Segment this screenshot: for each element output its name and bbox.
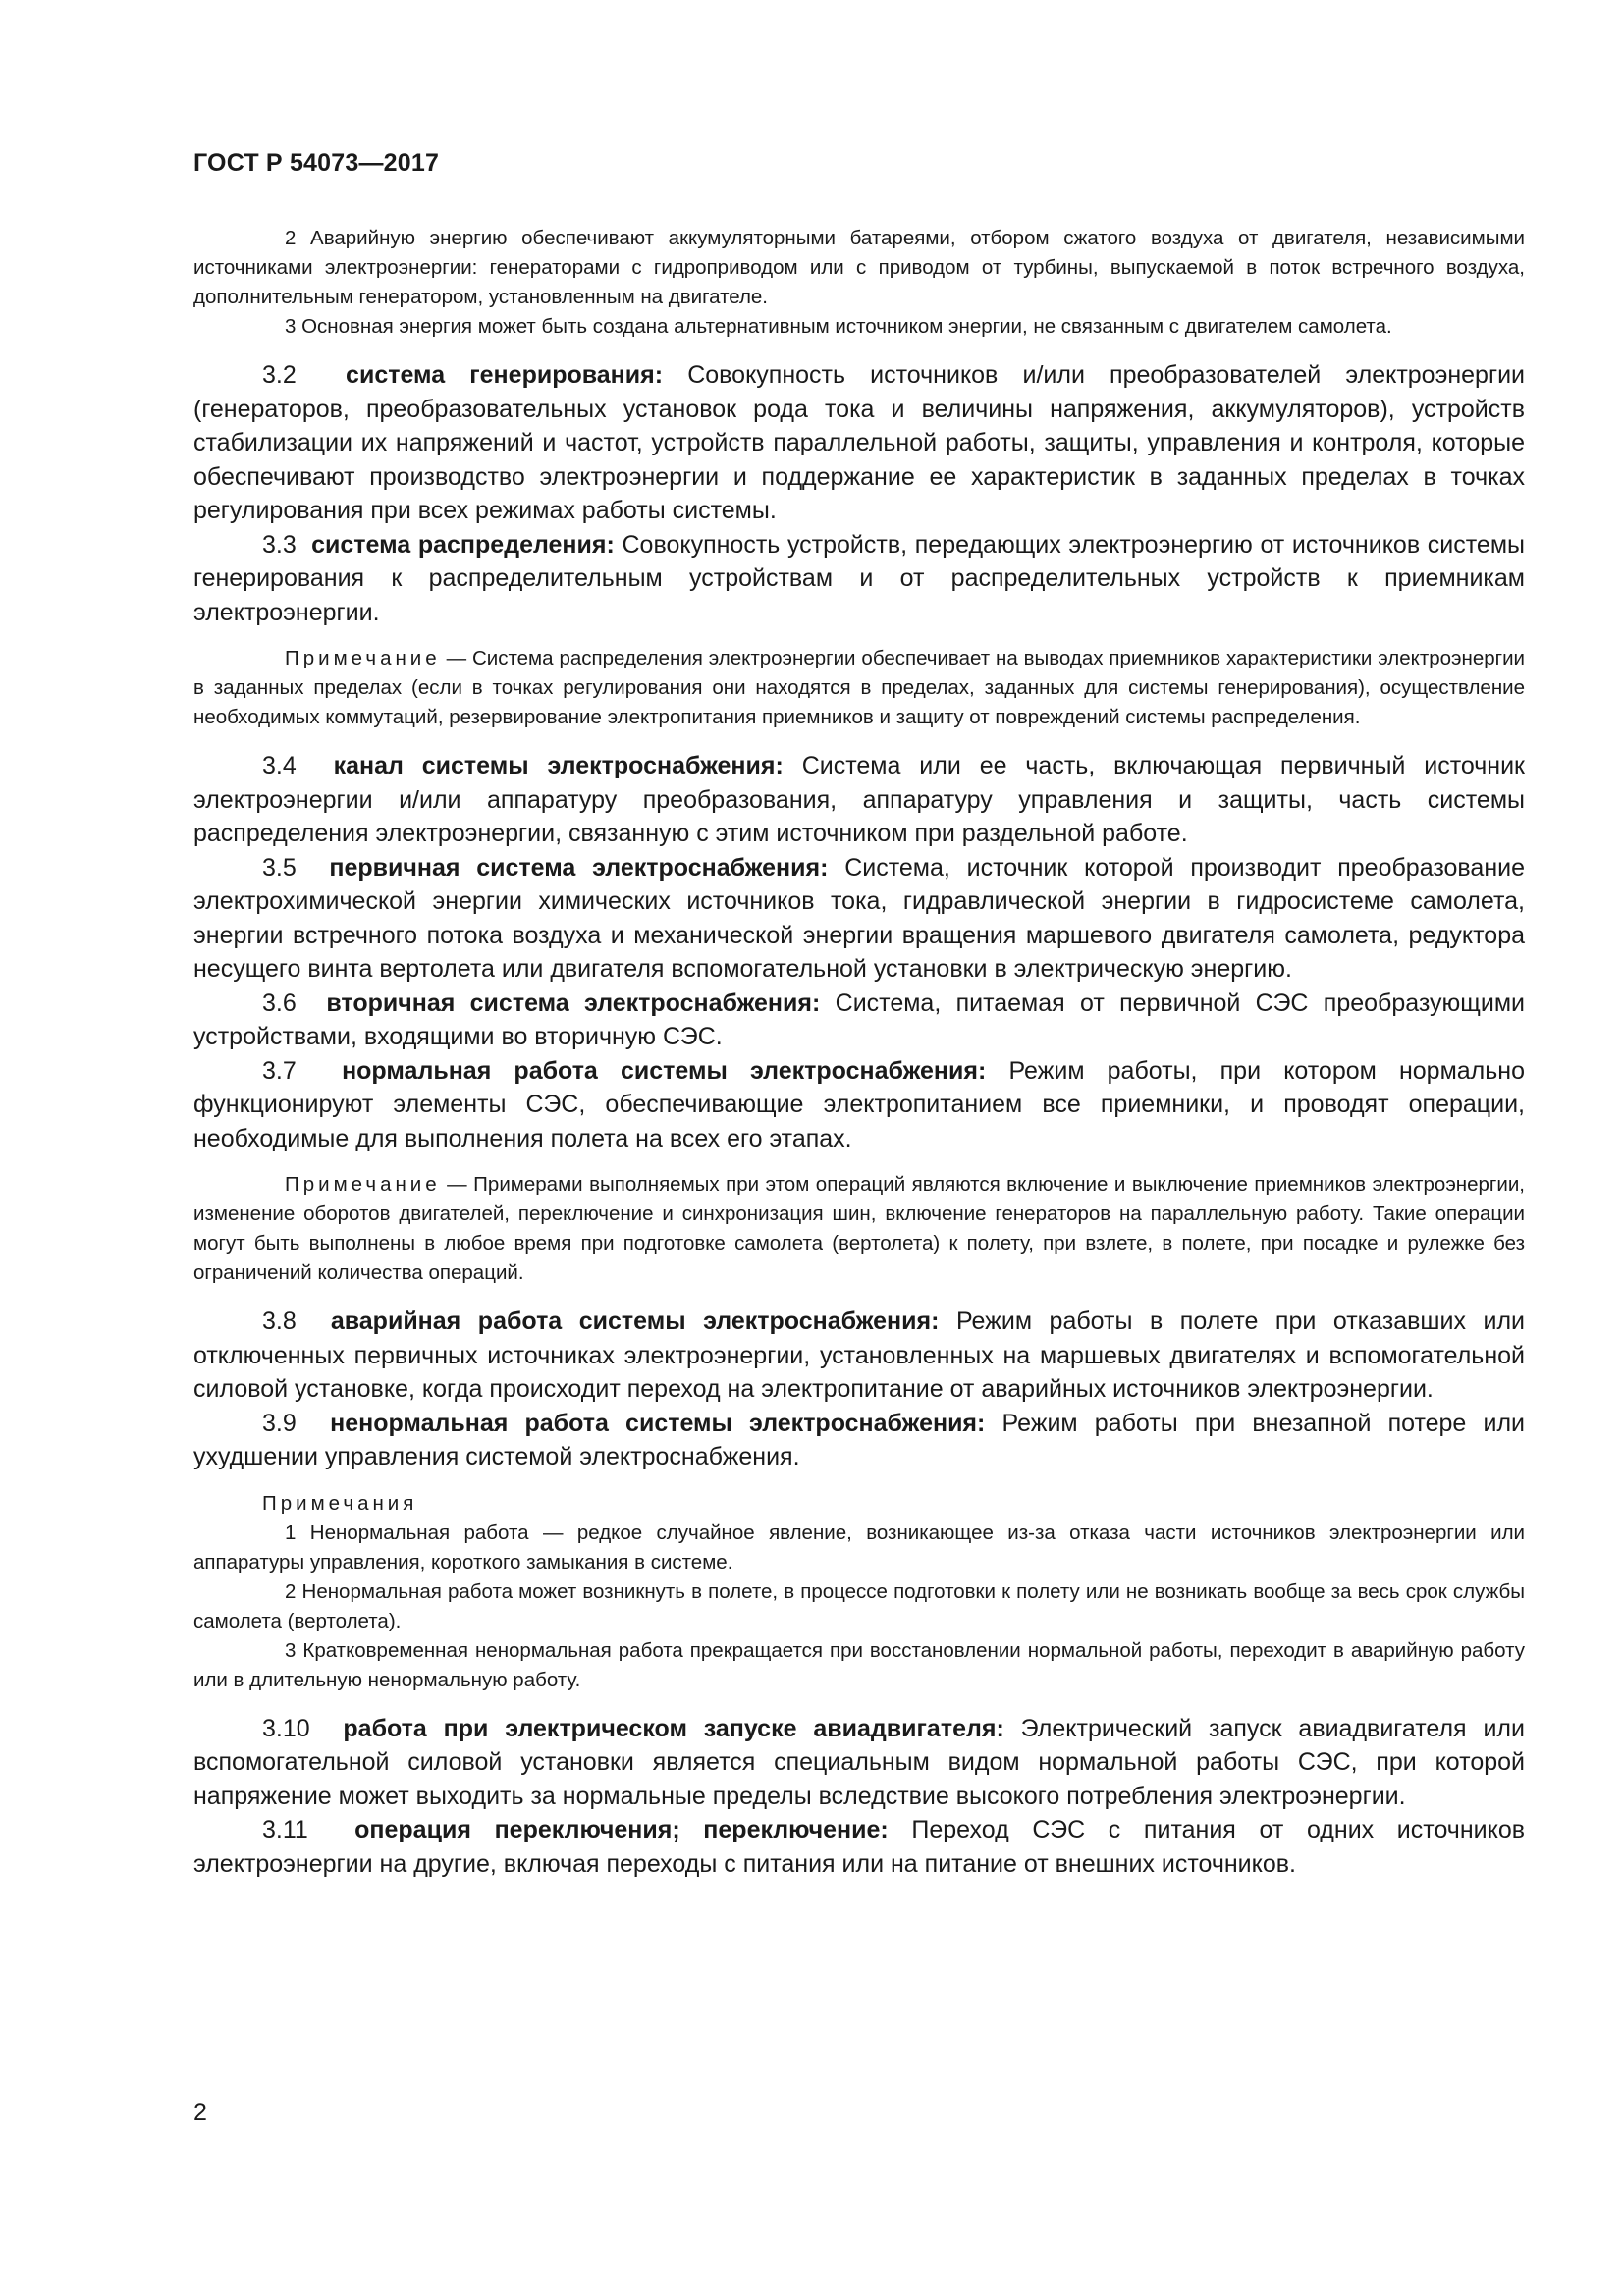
term-name: работа при электрическом запуске авиадвигателя: <box>343 1714 1004 1742</box>
note-3-7 <box>193 1170 1525 1288</box>
term-definition: Режим работы, при котором нормально функционируют элементы СЭС, обеспечивающие электропитанием все приемники, и проводят операции, необходимые для выполнения полета на всех его этапах. <box>193 1056 1526 1152</box>
term-definition: Режим работы в полете при отказавших или отключенных первичных источниках электроэнергии, установленных на маршевых двигателях и вспомогательной силовой установке, когда происходит переход на электропитание от аварийных источников электроэнергии. <box>193 1308 1525 1403</box>
term-3-10 <box>193 1712 1525 1814</box>
term-3-5 <box>193 851 1525 987</box>
note-item-3: 3 Кратковременная ненормальная работа прекращается при восстановлении нормальной работы, переходит в аварийную работу или в длительную ненормальную работу. <box>193 1638 1525 1691</box>
note-item-2: 2 Ненормальная работа может возникнуть в полете, в процессе подготовки к полету или не возникать вообще за весь срок службы самолета (вертолета). <box>193 1579 1525 1632</box>
term-number: 3.6 <box>262 988 297 1017</box>
term-definition: Система или ее часть, включающая первичный источник электроэнергии и/или аппаратуру преобразования, аппаратуру управления и защиты, часть системы распределения электроэнергии, связанную с этим источником при раздельной работе. <box>193 752 1525 847</box>
document-header: ГОСТ Р 54073—2017 <box>193 149 440 177</box>
term-name: ненормальная работа системы электроснабжения: <box>330 1409 986 1437</box>
term-name: аварийная работа системы электроснабжения: <box>330 1308 940 1335</box>
term-number: 3.4 <box>262 752 297 779</box>
intro-note-3: 3 Основная энергия может быть создана альтернативным источником энергии, не связанным с двигателем самолета. <box>285 315 1392 338</box>
intro-note-2: 2 Аварийную энергию обеспечивают аккумуляторными батареями, отбором сжатого воздуха от двигателя, независимыми источниками электроэнергии: генераторами с гидроприводом или с приводом от турбины, выпускаемой в поток встречного воздуха, дополнительным генератором, установленным на двигателе. <box>193 227 1525 308</box>
term-definition: Система, питаемая от первичной СЭС преобразующими устройствами, входящими во вторичную СЭС. <box>193 988 1525 1050</box>
term-3-3 <box>193 528 1525 630</box>
term-number: 3.3 <box>262 530 297 559</box>
note-text: — Система распределения электроэнергии обеспечивает на выводах приемников характеристики электроэнергии в заданных пределах (если в точках регулирования они находятся в пределах, заданных для системы генерирования), осуществление необходимых коммутаций, резервирование электропитания приемников и защиту от повреждений системы распределения. <box>193 647 1526 728</box>
term-name: первичная система электроснабжения: <box>329 853 829 881</box>
term-name: нормальная работа системы электроснабжения: <box>342 1056 987 1085</box>
term-3-7 <box>193 1054 1525 1156</box>
term-3-8 <box>193 1305 1525 1407</box>
term-3-9 <box>193 1407 1525 1474</box>
term-3-4 <box>193 749 1525 851</box>
term-number: 3.11 <box>262 1816 308 1843</box>
term-number: 3.5 <box>262 853 297 881</box>
term-name: операция переключения; переключение: <box>354 1816 889 1843</box>
note-3-3 <box>193 644 1525 732</box>
term-3-11 <box>193 1813 1525 1881</box>
notes-heading: Примечания <box>262 1491 418 1515</box>
document-page <box>193 147 1525 1881</box>
note-label: Примечание <box>285 647 441 669</box>
term-definition: Переход СЭС с питания от одних источников электроэнергии на другие, включая переходы с питания или на питание от внешних источников. <box>193 1816 1525 1878</box>
term-number: 3.2 <box>262 361 297 389</box>
term-3-6 <box>193 987 1525 1054</box>
term-3-2 <box>193 358 1525 528</box>
page-number: 2 <box>193 2099 207 2126</box>
term-number: 3.7 <box>262 1056 297 1085</box>
term-definition: Система, источник которой производит преобразование электрохимической энергии химических источников тока, гидравлической энергии в гидросистеме самолета, энергии встречного потока воздуха и механической энергии вращения маршевого двигателя самолета, редуктора несущего винта вертолета или двигателя вспомогательной установки в электрическую энергию. <box>193 853 1525 983</box>
term-definition: Электрический запуск авиадвигателя или вспомогательной силовой установки является специальным видом нормальной работы СЭС, при которой напряжение может выходить за нормальные пределы вследствие высокого потребления электроэнергии. <box>193 1714 1525 1810</box>
note-label: Примечание <box>285 1173 441 1196</box>
note-item-1: 1 Ненормальная работа — редкое случайное явление, возникающее из-за отказа части источников электроэнергии или аппаратуры управления, короткого замыкания в системе. <box>193 1521 1525 1574</box>
term-number: 3.10 <box>262 1714 310 1742</box>
term-number: 3.9 <box>262 1409 297 1437</box>
term-name: система генерирования: <box>346 361 664 389</box>
term-name: канал системы электроснабжения: <box>333 752 784 779</box>
note-text: — Примерами выполняемых при этом операций являются включение и выключение приемников электроэнергии, изменение оборотов двигателей, переключение и синхронизация шин, включение генераторов на параллельную работу. Такие операции могут быть выполнены в любое время при подготовке самолета (вертолета) к полету, при взлете, в полете, при посадке и рулежке без ограничений количества операций. <box>193 1173 1525 1284</box>
term-definition: Совокупность источников и/или преобразователей электроэнергии (генераторов, преобразовательных установок рода тока и величины напряжения, аккумуляторов), устройств стабилизации их напряжений и частот, устройств параллельной работы, защиты, управления и контроля, которые обеспечивают производство электроэнергии и поддержание ее характеристик в заданных пределах в точках регулирования при всех режимах работы системы. <box>193 361 1525 524</box>
term-name: система распределения: <box>311 530 615 559</box>
term-number: 3.8 <box>262 1308 297 1335</box>
term-definition: Совокупность устройств, передающих электроэнергию от источников системы генерирования к распределительным устройствам и от распределительных устройств к приемникам электроэнергии. <box>193 530 1525 626</box>
notes-3-9 <box>193 1489 1525 1695</box>
term-definition: Режим работы при внезапной потере или ухудшении управления системой электроснабжения. <box>193 1409 1526 1470</box>
term-name: вторичная система электроснабжения: <box>326 988 821 1017</box>
